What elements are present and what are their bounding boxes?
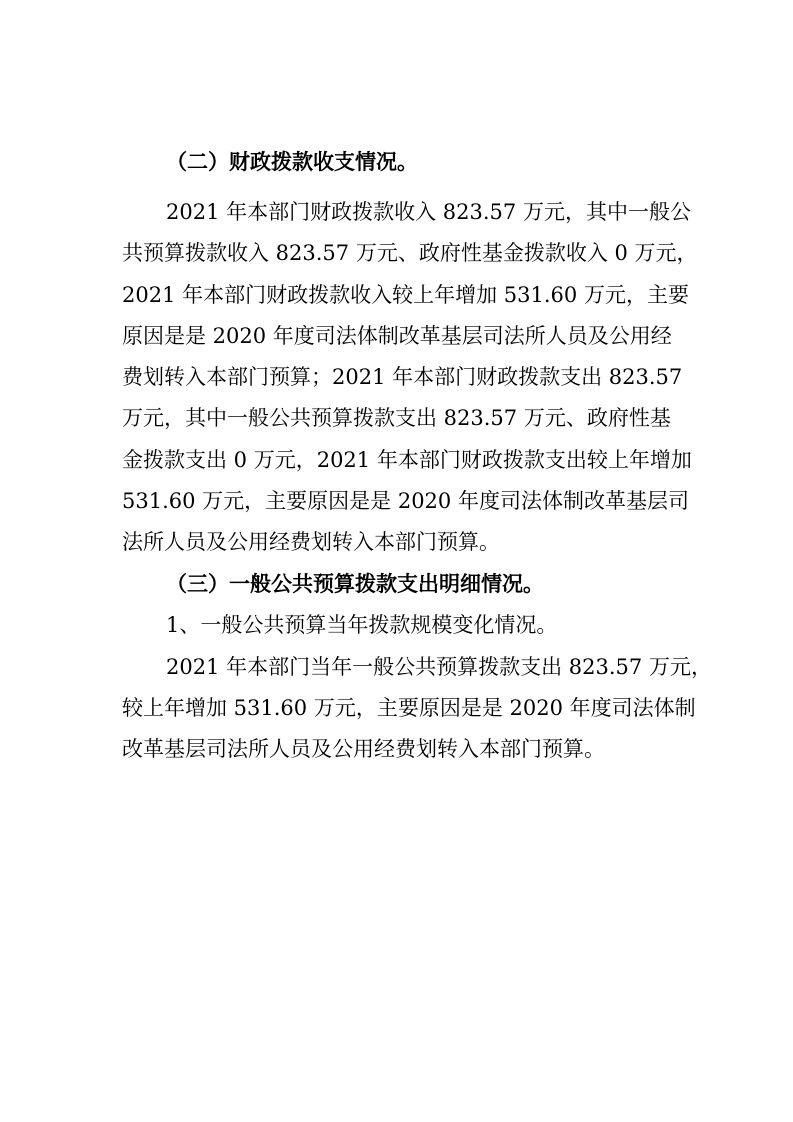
section-2-paragraph-line: 金拨款支出 0 万元，2021 年本部门财政拨款支出较上年增加 [122,448,692,472]
section-2-paragraph-line: 费划转入本部门预算；2021 年本部门财政拨款支出 823.57 [122,365,683,389]
section-2-paragraph-line: 2021 年本部门财政拨款收入较上年增加 531.60 万元，主要 [122,283,689,307]
section-3-paragraph-line: 较上年增加 531.60 万元，主要原因是是 2020 年度司法体制 [122,696,696,720]
section-2-paragraph-line: 531.60 万元，主要原因是是 2020 年度司法体制改革基层司 [122,489,689,513]
section-2-paragraph-line: 法所人员及公用经费划转入本部门预算。 [122,530,500,554]
section-2-paragraph-line: 万元，其中一般公共预算拨款支出 823.57 万元、政府性基 [122,406,671,430]
section-2-paragraph-line: 2021 年本部门财政拨款收入 823.57 万元，其中一般公 [166,200,691,224]
section-3-subheading: 1、一般公共预算当年拨款规模变化情况。 [166,613,558,637]
section-3-paragraph-line: 改革基层司法所人员及公用经费划转入本部门预算。 [122,737,605,761]
section-3-paragraph-line: 2021 年本部门当年一般公共预算拨款支出 823.57 万元， [166,655,712,679]
section-3-heading: （三）一般公共预算拨款支出明细情况。 [166,571,544,596]
section-2-paragraph-line: 共预算拨款收入 823.57 万元、政府性基金拨款收入 0 万元， [122,241,698,265]
section-2-paragraph-line: 原因是是 2020 年度司法体制改革基层司法所人员及公用经 [122,324,672,348]
section-2-heading: （二）财政拨款收支情况。 [166,149,418,174]
